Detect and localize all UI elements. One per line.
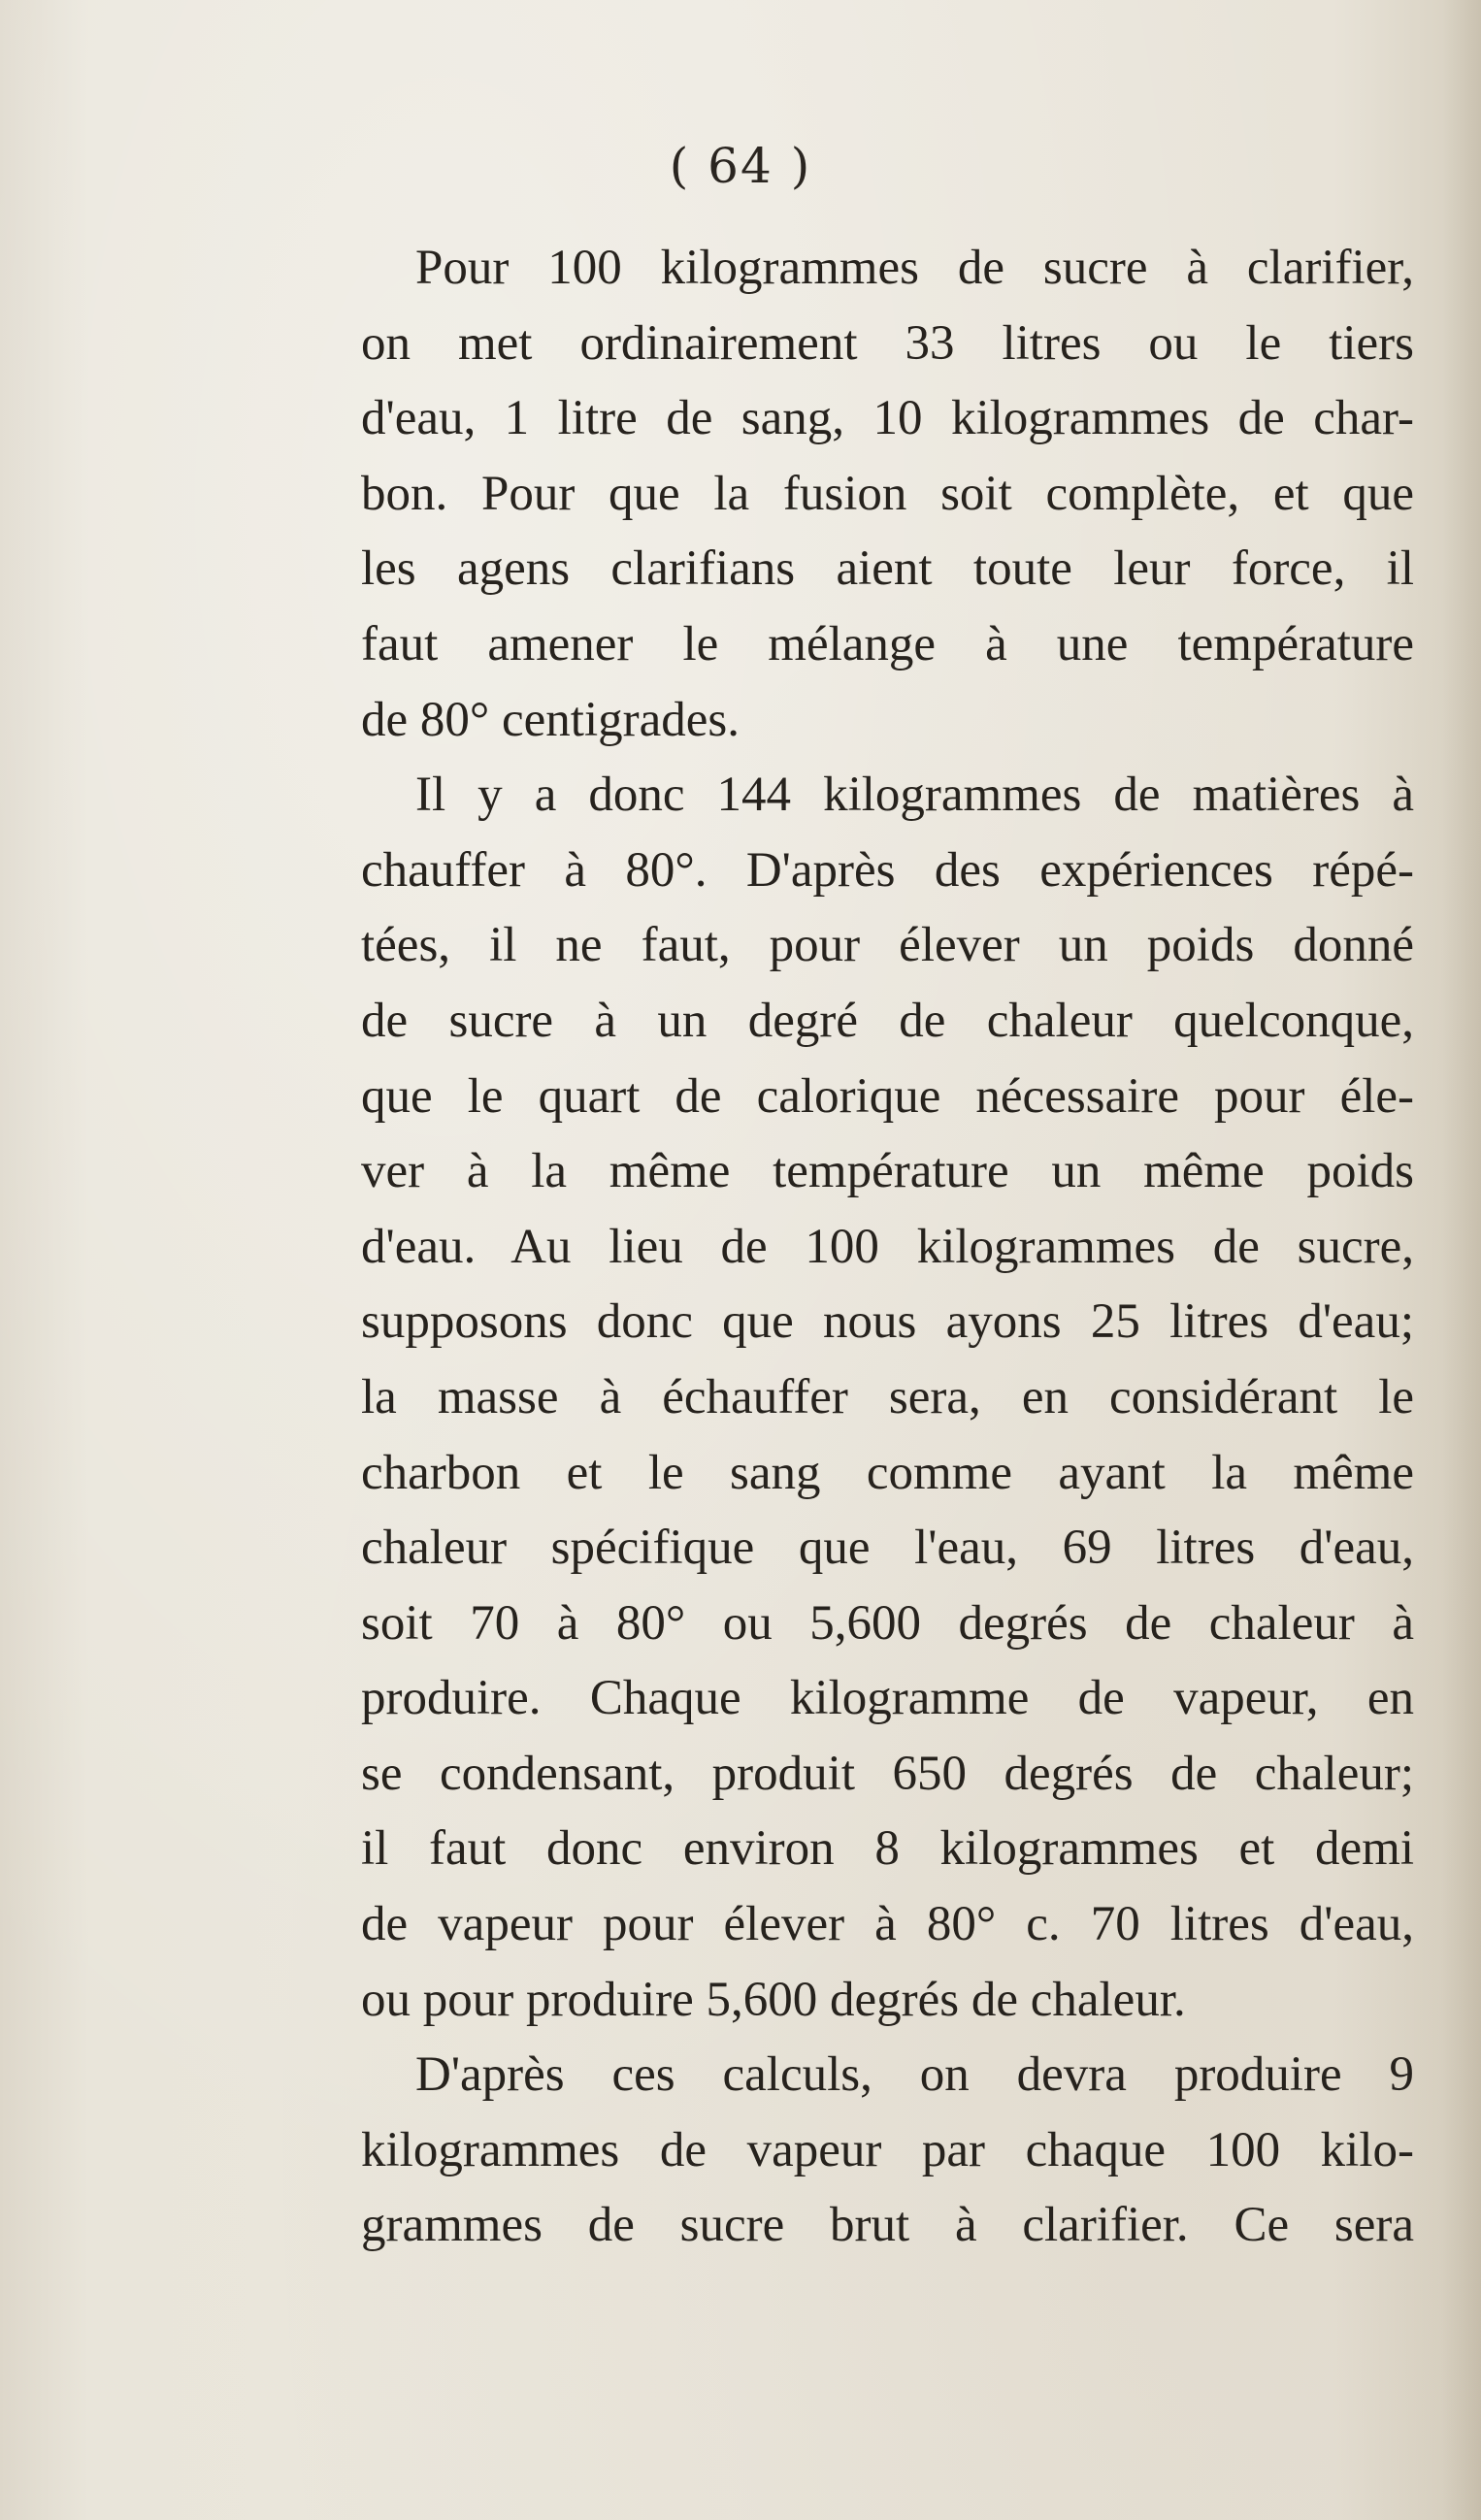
- text-line: kilogrammes de vapeur par chaque 100 kilo-: [361, 2122, 1414, 2177]
- page-number: ( 64 ): [669, 138, 812, 194]
- text-line: de sucre à un degré de chaleur quelconque,: [361, 993, 1414, 1048]
- text-line: grammes de sucre brut à clarifier. Ce sera: [361, 2198, 1414, 2253]
- text-line: charbon et le sang comme ayant la même: [361, 1445, 1414, 1500]
- text-line: Pour 100 kilogrammes de sucre à clarifier,: [415, 241, 1414, 295]
- text-line: on met ordinairement 33 litres ou le tiers: [361, 315, 1414, 371]
- paragraph-1: [361, 231, 1414, 758]
- text-line: supposons donc que nous ayons 25 litres d'eau;: [361, 1294, 1414, 1350]
- text-line: d'eau. Au lieu de 100 kilogrammes de sucre,: [361, 1219, 1414, 1274]
- text-line: les agens clarifians aient toute leur force, il: [361, 541, 1414, 597]
- text-line: soit 70 à 80° ou 5,600 degrés de chaleur à: [361, 1595, 1414, 1651]
- text-line: produire. Chaque kilogramme de vapeur, en: [361, 1671, 1414, 1726]
- text-line: de 80° centigrades.: [361, 692, 740, 747]
- page-text: [361, 231, 1414, 2264]
- text-line: de vapeur pour élever à 80° c. 70 litres d'eau,: [361, 1897, 1414, 1952]
- text-line: que le quart de calorique nécessaire pour éle-: [361, 1068, 1414, 1124]
- text-line: tées, il ne faut, pour élever un poids donné: [361, 918, 1414, 973]
- text-line: Il y a donc 144 kilogrammes de matières à: [415, 768, 1414, 823]
- text-line: chauffer à 80°. D'après des expériences répé-: [361, 842, 1414, 898]
- paragraph-2: [361, 758, 1414, 2038]
- text-line: D'après ces calculs, on devra produire 9: [415, 2047, 1414, 2103]
- text-line: faut amener le mélange à une température: [361, 616, 1414, 671]
- text-line: se condensant, produit 650 degrés de chaleur;: [361, 1746, 1414, 1801]
- text-line: la masse à échauffer sera, en considérant le: [361, 1369, 1414, 1424]
- text-line: il faut donc environ 8 kilogrammes et demi: [361, 1821, 1414, 1877]
- text-line: ou pour produire 5,600 degrés de chaleur.: [361, 1972, 1186, 2027]
- text-line: bon. Pour que la fusion soit complète, et que: [361, 466, 1414, 521]
- text-line: ver à la même température un même poids: [361, 1144, 1414, 1199]
- paragraph-3: [361, 2038, 1414, 2264]
- text-line: d'eau, 1 litre de sang, 10 kilogrammes de char-: [361, 391, 1414, 446]
- text-line: chaleur spécifique que l'eau, 69 litres d'eau,: [361, 1521, 1414, 1576]
